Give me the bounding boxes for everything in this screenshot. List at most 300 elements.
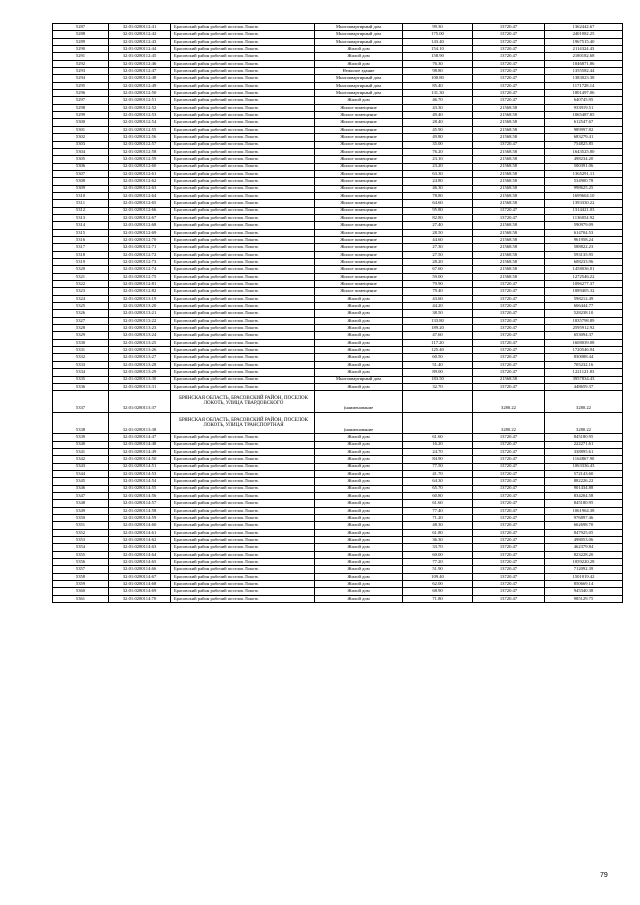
cadastral-number-cell: 32:01:0280112:60 bbox=[109, 163, 171, 170]
cadastral-value-cell: 640745.95 bbox=[545, 97, 623, 104]
row-number-cell: 5357 bbox=[53, 566, 109, 573]
address-cell: Брасовский район рабочий поселок Локоть bbox=[171, 53, 315, 60]
object-type-cell: Жилой дом bbox=[315, 485, 403, 492]
specific-value-cell: 13720.47 bbox=[473, 339, 545, 346]
cadastral-value-cell: 500391.06 bbox=[545, 163, 623, 170]
area-cell: 77.50 bbox=[403, 463, 473, 470]
area-cell: 79.40 bbox=[403, 288, 473, 295]
table-row bbox=[53, 434, 623, 441]
address-cell: Брасовский район рабочий поселок Локоть bbox=[171, 68, 315, 75]
object-type-cell: Многоквартирный дом bbox=[315, 376, 403, 383]
area-cell: 49.80 bbox=[403, 134, 473, 141]
cadastral-number-cell: 32:01:0280114:53 bbox=[109, 470, 171, 477]
address-cell: Брасовский район рабочий поселок Локоть bbox=[171, 38, 315, 45]
object-type-cell: Жилой дом bbox=[315, 317, 403, 324]
address-cell: Брасовский район рабочий поселок Локоть bbox=[171, 325, 315, 332]
address-cell: Брасовский район рабочий поселок Локоть bbox=[171, 317, 315, 324]
cadastral-number-cell: 32:01:0280112:47 bbox=[109, 68, 171, 75]
area-cell: 63.30 bbox=[403, 170, 473, 177]
specific-value-cell: 13720.47 bbox=[473, 478, 545, 485]
table-row bbox=[53, 500, 623, 507]
cadastral-number-cell: 32:01:0280114:59 bbox=[109, 514, 171, 521]
object-type-cell: Жилой дом bbox=[315, 434, 403, 441]
area-cell: 59.00 bbox=[403, 273, 473, 280]
area-cell: 133.80 bbox=[403, 317, 473, 324]
object-type-cell: Жилой дом bbox=[315, 463, 403, 470]
address-cell: Брасовский район рабочий поселок Локоть bbox=[171, 281, 315, 288]
table-row bbox=[53, 347, 623, 354]
address-cell: Брасовский район рабочий поселок Локоть bbox=[171, 347, 315, 354]
specific-value-cell: 21568.58 bbox=[473, 192, 545, 199]
area-cell: 64.30 bbox=[403, 478, 473, 485]
object-type-cell: Жилой дом bbox=[315, 500, 403, 507]
area-cell: 78.80 bbox=[403, 192, 473, 199]
address-cell: Брасовский район рабочий поселок Локоть bbox=[171, 126, 315, 133]
address-cell: Брасовский район рабочий поселок Локоть bbox=[171, 141, 315, 148]
object-type-cell: Жилое помещение bbox=[315, 156, 403, 163]
cadastral-value-cell: 498234.20 bbox=[545, 156, 623, 163]
cadastral-number-cell: 32:01:0280113:21 bbox=[109, 310, 171, 317]
address-cell: Брасовский район рабочий поселок Локоть bbox=[171, 24, 315, 31]
specific-value-cell: 21568.58 bbox=[473, 251, 545, 258]
table-row bbox=[53, 185, 623, 192]
row-number-cell: 5314 bbox=[53, 222, 109, 229]
cadastral-value-cell: 683279.41 bbox=[545, 134, 623, 141]
cadastral-number-cell: 32:01:0280113:31 bbox=[109, 383, 171, 390]
row-number-cell: 5327 bbox=[53, 317, 109, 324]
object-type-cell: Жилое помещение bbox=[315, 178, 403, 185]
cadastral-number-cell: 32:01:0280112:59 bbox=[109, 156, 171, 163]
cadastral-value-cell: 1089405.32 bbox=[545, 288, 623, 295]
area-cell: 77.40 bbox=[403, 507, 473, 514]
row-number-cell: 5303 bbox=[53, 141, 109, 148]
row-number-cell: 5323 bbox=[53, 288, 109, 295]
object-type-cell: Жилое помещение bbox=[315, 200, 403, 207]
row-number-cell: 5342 bbox=[53, 456, 109, 463]
row-number-cell: 5287 bbox=[53, 24, 109, 31]
cadastral-value-cell: 1801497.06 bbox=[545, 90, 623, 97]
table-row bbox=[53, 281, 623, 288]
object-type-cell: Жилой дом bbox=[315, 325, 403, 332]
table-row bbox=[53, 163, 623, 170]
area-cell: 24.70 bbox=[403, 448, 473, 455]
cadastral-value-cell: 462379.84 bbox=[545, 544, 623, 551]
area-cell: 77.20 bbox=[403, 559, 473, 566]
area-cell: 44.60 bbox=[403, 236, 473, 243]
cadastral-value-cell: 1383023.38 bbox=[545, 75, 623, 82]
object-type-cell: Многоквартирный дом bbox=[315, 24, 403, 31]
row-number-cell: 5294 bbox=[53, 75, 109, 82]
specific-value-cell: 21568.58 bbox=[473, 119, 545, 126]
row-number-cell: 5318 bbox=[53, 251, 109, 258]
specific-value-cell: 13720.47 bbox=[473, 441, 545, 448]
cadastral-value-cell: 598212.49 bbox=[545, 295, 623, 302]
row-number-cell: 5310 bbox=[53, 192, 109, 199]
table-row bbox=[53, 38, 623, 45]
table-row bbox=[53, 207, 623, 214]
address-cell: Брасовский район рабочий поселок Локоть bbox=[171, 332, 315, 339]
cadastral-number-cell: 32:01:0280112:41 bbox=[109, 24, 171, 31]
area-cell: 27.30 bbox=[403, 244, 473, 251]
object-type-cell: Многоквартирный дом bbox=[315, 38, 403, 45]
area-cell: 33.70 bbox=[403, 544, 473, 551]
row-number-cell: 5305 bbox=[53, 156, 109, 163]
cadastral-number-cell: 32:01:0280112:67 bbox=[109, 214, 171, 221]
row-number-cell: 5343 bbox=[53, 463, 109, 470]
object-type-cell: Многоквартирный дом bbox=[315, 90, 403, 97]
specific-value-cell: 13720.47 bbox=[473, 361, 545, 368]
table-row bbox=[53, 97, 623, 104]
area-cell: 23.20 bbox=[403, 163, 473, 170]
specific-value-cell: 21568.58 bbox=[473, 376, 545, 383]
row-number-cell: 5312 bbox=[53, 207, 109, 214]
object-type-cell: Жилой дом bbox=[315, 537, 403, 544]
area-cell: 43.30 bbox=[403, 104, 473, 111]
row-number-cell: 5288 bbox=[53, 31, 109, 38]
specific-value-cell: 13720.47 bbox=[473, 566, 545, 573]
table-row bbox=[53, 412, 623, 434]
cadastral-value-table bbox=[52, 23, 623, 603]
cadastral-number-cell: 32:01:0280112:68 bbox=[109, 222, 171, 229]
cadastral-value-cell: 1458036.01 bbox=[545, 266, 623, 273]
object-type-cell: Жилой дом bbox=[315, 53, 403, 60]
row-number-cell: 5344 bbox=[53, 470, 109, 477]
table-row bbox=[53, 456, 623, 463]
object-type-cell: Жилое помещение bbox=[315, 244, 403, 251]
table-row bbox=[53, 551, 623, 558]
area-cell: 24.80 bbox=[403, 178, 473, 185]
address-cell: Брасовский район рабочий поселок Локоть bbox=[171, 581, 315, 588]
cadastral-value-cell: 998625.25 bbox=[545, 185, 623, 192]
table-row bbox=[53, 369, 623, 376]
table-row bbox=[53, 391, 623, 413]
table-row bbox=[53, 236, 623, 243]
address-cell: Брасовский район рабочий поселок Локоть bbox=[171, 544, 315, 551]
cadastral-number-cell: 32:01:0280112:52 bbox=[109, 104, 171, 111]
specific-value-cell: 21568.58 bbox=[473, 229, 545, 236]
cadastral-number-cell: 32:01:0280112:43 bbox=[109, 38, 171, 45]
cadastral-value-cell: 845180.95 bbox=[545, 434, 623, 441]
area-cell: 71.20 bbox=[403, 514, 473, 521]
specific-value-cell: 21568.58 bbox=[473, 134, 545, 141]
row-number-cell: 5360 bbox=[53, 588, 109, 595]
table-body bbox=[53, 24, 623, 603]
specific-value-cell: 13720.47 bbox=[473, 46, 545, 53]
cadastral-number-cell: 32:01:0280113:19 bbox=[109, 295, 171, 302]
cadastral-number-cell: 32:01:0280112:69 bbox=[109, 229, 171, 236]
row-number-cell: 5292 bbox=[53, 60, 109, 67]
specific-value-cell: 21568.58 bbox=[473, 236, 545, 243]
object-type-cell: Жилое помещение bbox=[315, 266, 403, 273]
row-number-cell: 5317 bbox=[53, 244, 109, 251]
table-row bbox=[53, 441, 623, 448]
specific-value-cell: 21568.58 bbox=[473, 126, 545, 133]
row-number-cell: 5300 bbox=[53, 119, 109, 126]
address-cell: Брасовский район рабочий поселок Локоть bbox=[171, 178, 315, 185]
address-cell: Брасовский район рабочий поселок Локоть bbox=[171, 148, 315, 155]
object-type-cell: Жилое помещение bbox=[315, 134, 403, 141]
row-number-cell: 5295 bbox=[53, 82, 109, 89]
object-type-cell: Жилой дом bbox=[315, 566, 403, 573]
cadastral-value-cell: 1393330.22 bbox=[545, 200, 623, 207]
table-row bbox=[53, 559, 623, 566]
cadastral-value-cell: 901434.88 bbox=[545, 485, 623, 492]
row-number-cell: 5340 bbox=[53, 441, 109, 448]
area-cell: 100.80 bbox=[403, 75, 473, 82]
table-row bbox=[53, 339, 623, 346]
row-number-cell: 5331 bbox=[53, 347, 109, 354]
object-type-cell: Жилой дом bbox=[315, 573, 403, 580]
cadastral-number-cell: 32:01:0280112:53 bbox=[109, 112, 171, 119]
cadastral-value-cell: 1720546.94 bbox=[545, 347, 623, 354]
cadastral-number-cell: 32:01:0280114:70 bbox=[109, 595, 171, 602]
address-cell: Брасовский район рабочий поселок Локоть bbox=[171, 485, 315, 492]
cadastral-value-cell: 614704.53 bbox=[545, 229, 623, 236]
address-cell: Брасовский район рабочий поселок Локоть bbox=[171, 470, 315, 477]
address-cell: Брасовский район рабочий поселок Локоть bbox=[171, 185, 315, 192]
cadastral-value-cell: 961958.24 bbox=[545, 236, 623, 243]
cadastral-value-cell: 1096277.37 bbox=[545, 281, 623, 288]
object-type-cell: Жилое помещение bbox=[315, 222, 403, 229]
specific-value-cell: 13720.47 bbox=[473, 573, 545, 580]
row-number-cell: 5359 bbox=[53, 581, 109, 588]
cadastral-number-cell: 32:01:0280114:51 bbox=[109, 463, 171, 470]
cadastral-value-cell: 712092.39 bbox=[545, 566, 623, 573]
row-number-cell: 5334 bbox=[53, 369, 109, 376]
table-row bbox=[53, 470, 623, 477]
area-cell: 28.40 bbox=[403, 119, 473, 126]
specific-value-cell: 21568.58 bbox=[473, 266, 545, 273]
address-cell: БРЯНСКАЯ ОБЛАСТЬ, БРАСОВСКИЙ РАЙОН, ПОСЕЛОК ЛОКОТЬ, УЛИЦА ТВАРДОВСКОГО bbox=[171, 391, 315, 413]
address-cell: Брасовский район рабочий поселок Локоть bbox=[171, 456, 315, 463]
cadastral-value-cell: 3280.22 bbox=[545, 391, 623, 413]
table-row bbox=[53, 24, 623, 31]
row-number-cell: 5341 bbox=[53, 448, 109, 455]
area-cell: 47.60 bbox=[403, 332, 473, 339]
row-number-cell: 5307 bbox=[53, 170, 109, 177]
row-number-cell: 5354 bbox=[53, 544, 109, 551]
cadastral-value-cell: 845180.95 bbox=[545, 500, 623, 507]
object-type-cell: Жилой дом bbox=[315, 339, 403, 346]
table-row bbox=[53, 60, 623, 67]
specific-value-cell: 13720.47 bbox=[473, 529, 545, 536]
object-type-cell: Многоквартирный дом bbox=[315, 82, 403, 89]
row-number-cell: 5321 bbox=[53, 273, 109, 280]
object-type-cell: Жилой дом bbox=[315, 354, 403, 361]
row-number-cell: 5347 bbox=[53, 492, 109, 499]
row-number-cell: 5320 bbox=[53, 266, 109, 273]
area-cell: 32.70 bbox=[403, 383, 473, 390]
row-number-cell: 5351 bbox=[53, 522, 109, 529]
address-cell: Брасовский район рабочий поселок Локоть bbox=[171, 595, 315, 602]
cadastral-value-cell: 338895.61 bbox=[545, 448, 623, 455]
table-row bbox=[53, 463, 623, 470]
table-row bbox=[53, 303, 623, 310]
row-number-cell: 5296 bbox=[53, 90, 109, 97]
object-type-cell: Жилое помещение bbox=[315, 148, 403, 155]
cadastral-number-cell: 32:01:0280112:73 bbox=[109, 259, 171, 266]
table-row bbox=[53, 354, 623, 361]
cadastral-number-cell: 32:01:0280114:48 bbox=[109, 441, 171, 448]
row-number-cell: 5349 bbox=[53, 507, 109, 514]
cadastral-number-cell: 32:01:0280114:56 bbox=[109, 492, 171, 499]
area-cell: 71.80 bbox=[403, 595, 473, 602]
specific-value-cell: 13720.47 bbox=[473, 595, 545, 602]
specific-value-cell: 13720.47 bbox=[473, 522, 545, 529]
cadastral-value-cell: 1501019.42 bbox=[545, 573, 623, 580]
area-cell: 89.00 bbox=[403, 369, 473, 376]
address-cell: Брасовский район рабочий поселок Локоть bbox=[171, 559, 315, 566]
address-cell: Брасовский район рабочий поселок Локоть bbox=[171, 537, 315, 544]
cadastral-number-cell: 32:01:0280114:67 bbox=[109, 573, 171, 580]
row-number-cell: 5348 bbox=[53, 500, 109, 507]
area-cell bbox=[403, 412, 473, 434]
cadastral-value-cell: 945340.38 bbox=[545, 588, 623, 595]
cadastral-value-cell: 606444.77 bbox=[545, 303, 623, 310]
row-number-cell: 5329 bbox=[53, 332, 109, 339]
area-cell: 76.20 bbox=[403, 148, 473, 155]
table-row bbox=[53, 229, 623, 236]
cadastral-value-cell: 222271.61 bbox=[545, 441, 623, 448]
row-number-cell: 5316 bbox=[53, 236, 109, 243]
table-row bbox=[53, 383, 623, 390]
specific-value-cell: 3280.22 bbox=[473, 391, 545, 413]
address-cell: Брасовский район рабочий поселок Локоть bbox=[171, 46, 315, 53]
object-type-cell: Жилое помещение bbox=[315, 214, 403, 221]
object-type-cell: Жилое помещение bbox=[315, 251, 403, 258]
object-type-cell: (наименование bbox=[315, 391, 403, 413]
table-row bbox=[53, 485, 623, 492]
cadastral-number-cell: 32:01:0280112:48 bbox=[109, 75, 171, 82]
row-number-cell: 5353 bbox=[53, 537, 109, 544]
cadastral-value-cell: 933919.51 bbox=[545, 104, 623, 111]
row-number-cell: 5309 bbox=[53, 185, 109, 192]
area-cell: 61.60 bbox=[403, 500, 473, 507]
object-type-cell: Жилое помещение bbox=[315, 112, 403, 119]
specific-value-cell: 13720.47 bbox=[473, 31, 545, 38]
cadastral-value-cell: 1221121.83 bbox=[545, 369, 623, 376]
cadastral-number-cell: 32:01:0280112:63 bbox=[109, 185, 171, 192]
address-cell: Брасовский район рабочий поселок Локоть bbox=[171, 361, 315, 368]
cadastral-value-cell: 985129.75 bbox=[545, 595, 623, 602]
cadastral-number-cell: 32:01:0280112:54 bbox=[109, 119, 171, 126]
cadastral-number-cell: 32:01:0280112:49 bbox=[109, 82, 171, 89]
address-cell: Брасовский район рабочий поселок Локоть bbox=[171, 236, 315, 243]
object-type-cell: Жилой дом bbox=[315, 332, 403, 339]
area-cell: 16.20 bbox=[403, 441, 473, 448]
specific-value-cell: 3280.22 bbox=[473, 412, 545, 434]
object-type-cell: Жилое помещение bbox=[315, 126, 403, 133]
object-type-cell: Жилое помещение bbox=[315, 192, 403, 199]
table-row bbox=[53, 134, 623, 141]
object-type-cell: Жилой дом bbox=[315, 559, 403, 566]
cadastral-value-cell: 590979.09 bbox=[545, 222, 623, 229]
row-number-cell: 5337 bbox=[53, 391, 109, 413]
area-cell: 68.90 bbox=[403, 588, 473, 595]
address-cell: Брасовский район рабочий поселок Локоть bbox=[171, 551, 315, 558]
table-row bbox=[53, 90, 623, 97]
area-cell: 61.80 bbox=[403, 529, 473, 536]
table-row bbox=[53, 566, 623, 573]
address-cell: Брасовский район рабочий поселок Локоть bbox=[171, 163, 315, 170]
cadastral-number-cell: 32:01:0280113:23 bbox=[109, 325, 171, 332]
area-cell: 35.00 bbox=[403, 141, 473, 148]
row-number-cell: 5308 bbox=[53, 178, 109, 185]
specific-value-cell: 13720.47 bbox=[473, 288, 545, 295]
cadastral-value-cell: 989997.82 bbox=[545, 126, 623, 133]
cadastral-number-cell: 32:01:0280113:29 bbox=[109, 369, 171, 376]
area-cell: 60.00 bbox=[403, 551, 473, 558]
cadastral-number-cell: 32:01:0280114:66 bbox=[109, 566, 171, 573]
address-cell: Брасовский район рабочий поселок Локоть bbox=[171, 588, 315, 595]
cadastral-value-cell: 1136054.92 bbox=[545, 214, 623, 221]
specific-value-cell: 13720.47 bbox=[473, 514, 545, 521]
specific-value-cell: 13720.47 bbox=[473, 354, 545, 361]
address-cell: Брасовский район рабочий поселок Локоть bbox=[171, 295, 315, 302]
address-cell: Брасовский район рабочий поселок Локоть bbox=[171, 522, 315, 529]
specific-value-cell: 13720.47 bbox=[473, 53, 545, 60]
object-type-cell: Жилой дом bbox=[315, 369, 403, 376]
address-cell: Брасовский район рабочий поселок Локоть bbox=[171, 448, 315, 455]
table-row bbox=[53, 492, 623, 499]
object-type-cell: Жилой дом bbox=[315, 492, 403, 499]
table-row bbox=[53, 317, 623, 324]
specific-value-cell: 13720.47 bbox=[473, 500, 545, 507]
object-type-cell: Жилой дом bbox=[315, 97, 403, 104]
table-row bbox=[53, 295, 623, 302]
object-type-cell: Жилой дом bbox=[315, 470, 403, 477]
table-row bbox=[53, 595, 623, 602]
cadastral-value-cell: 1272546.22 bbox=[545, 273, 623, 280]
table-row bbox=[53, 266, 623, 273]
address-cell: Брасовский район рабочий поселок Локоть bbox=[171, 222, 315, 229]
specific-value-cell: 13720.47 bbox=[473, 141, 545, 148]
cadastral-number-cell: 32:01:0280112:74 bbox=[109, 266, 171, 273]
specific-value-cell: 21568.58 bbox=[473, 163, 545, 170]
area-cell: 99.30 bbox=[403, 24, 473, 31]
object-type-cell: Жилой дом bbox=[315, 448, 403, 455]
cadastral-value-cell: 612547.67 bbox=[545, 119, 623, 126]
area-cell: 60.80 bbox=[403, 492, 473, 499]
area-cell: 46.70 bbox=[403, 97, 473, 104]
cadastral-value-cell: 1355582.44 bbox=[545, 68, 623, 75]
table-row bbox=[53, 148, 623, 155]
object-type-cell: Многоквартирный дом bbox=[315, 75, 403, 82]
table-row bbox=[53, 448, 623, 455]
area-cell: 154.10 bbox=[403, 46, 473, 53]
table-row bbox=[53, 581, 623, 588]
area-cell: 46.30 bbox=[403, 185, 473, 192]
cadastral-value-cell: 2114324.43 bbox=[545, 46, 623, 53]
address-cell: Брасовский район рабочий поселок Локоть bbox=[171, 207, 315, 214]
table-row bbox=[53, 200, 623, 207]
cadastral-number-cell: 32:01:0280112:61 bbox=[109, 170, 171, 177]
row-number-cell: 5345 bbox=[53, 478, 109, 485]
area-cell: 98.80 bbox=[403, 68, 473, 75]
address-cell: Брасовский район рабочий поселок Локоть bbox=[171, 97, 315, 104]
object-type-cell: Жилое помещение bbox=[315, 288, 403, 295]
cadastral-number-cell: 32:01:0280112:46 bbox=[109, 60, 171, 67]
cadastral-number-cell: 32:01:0280114:60 bbox=[109, 522, 171, 529]
table-row bbox=[53, 588, 623, 595]
specific-value-cell: 13720.47 bbox=[473, 325, 545, 332]
row-number-cell: 5336 bbox=[53, 383, 109, 390]
cadastral-value-cell: 1063336.43 bbox=[545, 463, 623, 470]
cadastral-number-cell: 32:01:0280114:61 bbox=[109, 529, 171, 536]
area-cell: 95.80 bbox=[403, 207, 473, 214]
address-cell: Брасовский район рабочий поселок Локоть bbox=[171, 573, 315, 580]
row-number-cell: 5330 bbox=[53, 339, 109, 346]
